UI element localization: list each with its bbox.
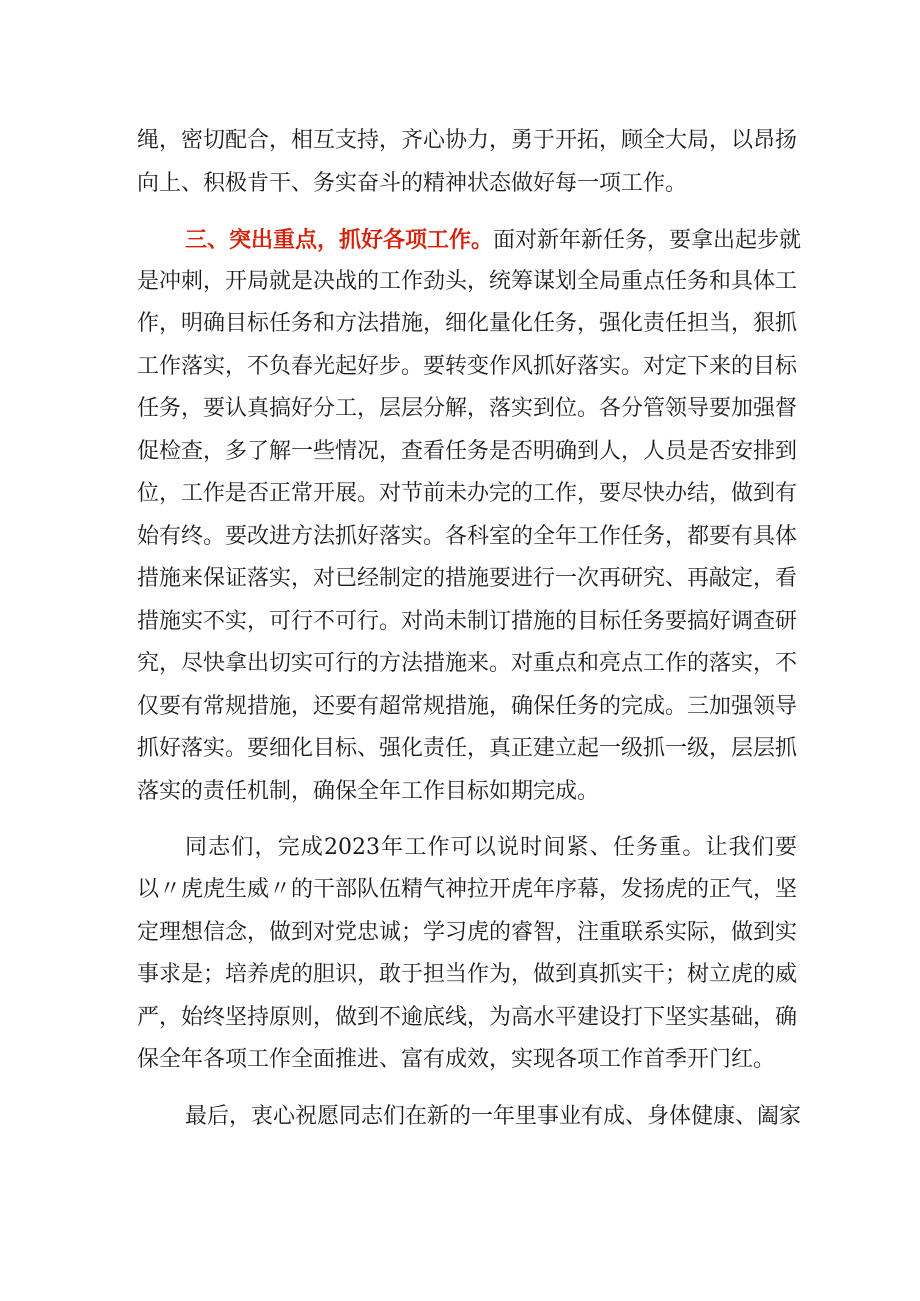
text-line: 事求是；培养虎的胆识，敢于担当作为，做到真抓实干；树立虎的威	[137, 962, 798, 987]
text-line: 同志们，完成2023年工作可以说时间紧、任务重。让我们要	[185, 835, 797, 860]
text-fragment: 面对新年新任务，要拿出起步就	[493, 228, 802, 253]
text-line: 保全年各项工作全面推进、富有成效，实现各项工作首季开门红。	[137, 1047, 776, 1072]
text-line: 定理想信念，做到对党忠诚；学习虎的睿智，注重联系实际，做到实	[137, 920, 798, 945]
text-line: 措施实不实，可行不可行。对尚未制订措施的目标任务要搞好调查研	[137, 609, 798, 634]
text-line: 究，尽快拿出切实可行的方法措施来。对重点和亮点工作的落实，不	[137, 651, 798, 676]
text-line: 绳，密切配合，相互支持，齐心协力，勇于开拓，顾全大局，以昂扬	[137, 128, 798, 153]
text-line: 抓好落实。要细化目标、强化责任，真正建立起一级抓一级，层层抓	[137, 736, 798, 761]
text-line: 落实的责任机制，确保全年工作目标如期完成。	[137, 779, 600, 804]
text-line: 是冲刺，开局就是决战的工作劲头，统筹谋划全局重点任务和具体工	[137, 269, 798, 294]
text-line: 任务，要认真搞好分工，层层分解，落实到位。各分管领导要加强督	[137, 396, 798, 421]
text-line: 位，工作是否正常开展。对节前未办完的工作，要尽快办结，做到有	[137, 481, 798, 506]
text-line: 向上、积极肯干、务实奋斗的精神状态做好每一项工作。	[137, 171, 688, 196]
text-line: 最后，衷心祝愿同志们在新的一年里事业有成、身体健康、阖家	[185, 1104, 802, 1129]
section-heading: 三、突出重点，抓好各项工作。	[185, 227, 494, 253]
section-heading-line	[185, 219, 802, 261]
text-line: 措施来保证落实，对已经制定的措施要进行一次再研究、再敲定，看	[137, 566, 798, 591]
text-line: 作，明确目标任务和方法措施，细化量化任务，强化责任担当，狠抓	[137, 311, 798, 336]
text-line: 仅要有常规措施，还要有超常规措施，确保任务的完成。三加强领导	[137, 694, 798, 719]
text-line: 工作落实，不负春光起好步。要转变作风抓好落实。对定下来的目标	[137, 354, 798, 379]
text-line: 以〃虎虎生威〃的干部队伍精气神拉开虎年序幕，发扬虎的正气，坚	[137, 877, 798, 902]
text-line: 始有终。要改进方法抓好落实。各科室的全年工作任务，都要有具体	[137, 524, 798, 549]
text-line: 促检查，多了解一些情况，查看任务是否明确到人，人员是否安排到	[137, 439, 798, 464]
text-line: 严，始终坚持原则，做到不逾底线，为高水平建设打下坚实基础，确	[137, 1005, 798, 1030]
